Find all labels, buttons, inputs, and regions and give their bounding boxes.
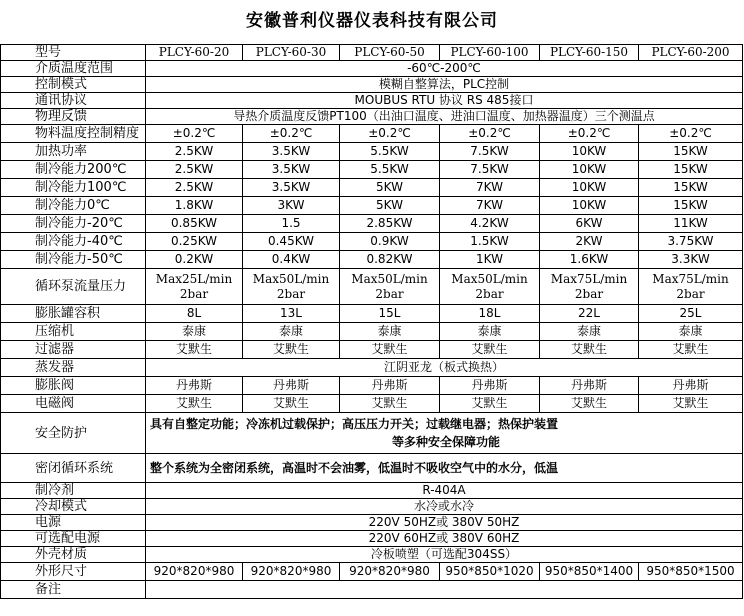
value-cell: 7KW — [440, 197, 540, 215]
table-row — [1, 305, 743, 323]
pump-flow: Max50L/min — [451, 271, 528, 286]
row-label: 过滤器 — [1, 341, 146, 359]
pump-cell — [146, 269, 243, 305]
table-row — [1, 77, 743, 93]
value-cell: 丹弗斯 — [146, 377, 243, 395]
table-row — [1, 251, 743, 269]
value-cell: 7.5KW — [440, 143, 540, 161]
value-cell: 11KW — [639, 215, 743, 233]
model-cell: PLCY-60-20 — [146, 45, 243, 61]
value-cell: 2.5KW — [146, 161, 243, 179]
row-label: 安全防护 — [1, 413, 146, 454]
table-row — [1, 483, 743, 499]
value-cell: 3.5KW — [243, 143, 340, 161]
pump-flow: Max75L/min — [652, 271, 729, 286]
value-cell: 丹弗斯 — [243, 377, 340, 395]
pump-pressure: 2bar — [375, 286, 404, 301]
value-cell: 1KW — [440, 251, 540, 269]
value-cell: 3.75KW — [639, 233, 743, 251]
value-cell: 艾默生 — [440, 341, 540, 359]
row-label: 加热功率 — [1, 143, 146, 161]
table-row — [1, 109, 743, 125]
pump-cell — [540, 269, 639, 305]
value-cell: 1.6KW — [540, 251, 639, 269]
row-value — [146, 581, 743, 599]
table-row — [1, 341, 743, 359]
row-label: 压缩机 — [1, 323, 146, 341]
value-cell: 0.85KW — [146, 215, 243, 233]
value-cell: 丹弗斯 — [440, 377, 540, 395]
pump-flow: Max50L/min — [252, 271, 330, 286]
value-cell: 艾默生 — [146, 395, 243, 413]
value-cell: 0.82KW — [340, 251, 440, 269]
value-cell: 5KW — [340, 197, 440, 215]
spec-table — [0, 44, 743, 599]
table-row — [1, 563, 743, 581]
value-cell: 950*850*1020 — [440, 563, 540, 581]
value-cell: 艾默生 — [340, 395, 440, 413]
value-cell: ±0.2℃ — [243, 125, 340, 143]
row-label: 制冷能力100℃ — [1, 179, 146, 197]
value-cell: ±0.2℃ — [440, 125, 540, 143]
row-label: 制冷剂 — [1, 483, 146, 499]
value-cell: 920*820*980 — [340, 563, 440, 581]
pump-pressure: 2bar — [179, 286, 209, 301]
value-cell: 艾默生 — [243, 395, 340, 413]
value-cell: 艾默生 — [639, 341, 743, 359]
value-cell: ±0.2℃ — [340, 125, 440, 143]
value-cell: 15KW — [639, 179, 743, 197]
table-row — [1, 531, 743, 547]
value-cell: 7KW — [440, 179, 540, 197]
table-row — [1, 323, 743, 341]
value-cell: ±0.2℃ — [639, 125, 743, 143]
value-cell: 15KW — [639, 197, 743, 215]
pump-flow: Max50L/min — [351, 271, 428, 286]
row-label: 循环泵流量压力 — [1, 269, 146, 305]
value-cell: 1.5KW — [440, 233, 540, 251]
model-cell: PLCY-60-200 — [639, 45, 743, 61]
value-cell: 0.25KW — [146, 233, 243, 251]
value-cell: 10KW — [540, 143, 639, 161]
value-cell: 0.9KW — [340, 233, 440, 251]
value-cell: 3KW — [243, 197, 340, 215]
table-row — [1, 359, 743, 377]
table-row — [1, 179, 743, 197]
table-row — [1, 233, 743, 251]
row-label: 外壳材质 — [1, 547, 146, 563]
row-label: 外形尺寸 — [1, 563, 146, 581]
value-cell: 5KW — [340, 179, 440, 197]
value-cell: 泰康 — [243, 323, 340, 341]
pump-pressure: 2bar — [676, 286, 705, 301]
header-label: 型号 — [1, 45, 146, 61]
value-cell: 艾默生 — [639, 395, 743, 413]
value-cell: 10KW — [540, 161, 639, 179]
pump-pressure: 2bar — [574, 286, 604, 301]
model-cell: PLCY-60-30 — [243, 45, 340, 61]
row-label: 冷却模式 — [1, 499, 146, 515]
pump-cell — [639, 269, 743, 305]
value-cell: 4.2KW — [440, 215, 540, 233]
row-label: 电磁阀 — [1, 395, 146, 413]
value-cell: 6KW — [540, 215, 639, 233]
pump-row — [1, 269, 743, 305]
table-row — [1, 581, 743, 599]
table-row — [1, 377, 743, 395]
table-row — [1, 161, 743, 179]
table-row — [1, 215, 743, 233]
value-cell: 15KW — [639, 161, 743, 179]
row-label: 制冷能力200℃ — [1, 161, 146, 179]
value-cell: 艾默生 — [540, 341, 639, 359]
row-label: 可选配电源 — [1, 531, 146, 547]
row-label: 控制模式 — [1, 77, 146, 93]
value-cell: 3.3KW — [639, 251, 743, 269]
row-value: 220V 50HZ或 380V 50HZ — [146, 515, 743, 531]
row-label: 制冷能力-20℃ — [1, 215, 146, 233]
value-cell: 艾默生 — [440, 395, 540, 413]
table-row — [1, 395, 743, 413]
value-cell: 15L — [340, 305, 440, 323]
row-label: 电源 — [1, 515, 146, 531]
sealed-row — [1, 454, 743, 483]
row-label: 制冷能力-40℃ — [1, 233, 146, 251]
value-cell: 泰康 — [540, 323, 639, 341]
row-label: 物理反馈 — [1, 109, 146, 125]
safety-line-2: 等多种安全保障功能 — [391, 435, 500, 449]
row-value: R-404A — [146, 483, 743, 499]
row-label: 制冷能力0℃ — [1, 197, 146, 215]
value-cell: 10KW — [540, 197, 639, 215]
pump-cell — [243, 269, 340, 305]
row-value: -60℃-200℃ — [146, 61, 743, 77]
row-label: 通讯协议 — [1, 93, 146, 109]
value-cell: 艾默生 — [340, 341, 440, 359]
value-cell: 3.5KW — [243, 179, 340, 197]
value-cell: 1.5 — [243, 215, 340, 233]
value-cell: 泰康 — [146, 323, 243, 341]
value-cell: 2.5KW — [146, 179, 243, 197]
row-value: 冷板喷塑（可选配304SS） — [146, 547, 743, 563]
table-row — [1, 125, 743, 143]
table-row — [1, 93, 743, 109]
value-cell: 10KW — [540, 179, 639, 197]
value-cell: 泰康 — [639, 323, 743, 341]
pump-cell — [340, 269, 440, 305]
value-cell: 0.2KW — [146, 251, 243, 269]
pump-pressure: 2bar — [475, 286, 504, 301]
model-cell: PLCY-60-50 — [340, 45, 440, 61]
value-cell: 2.85KW — [340, 215, 440, 233]
row-label: 物料温度控制精度 — [1, 125, 146, 143]
value-cell: ±0.2℃ — [540, 125, 639, 143]
value-cell: 18L — [440, 305, 540, 323]
table-row — [1, 499, 743, 515]
pump-flow: Max25L/min — [155, 271, 233, 286]
row-value: 模糊自整算法，PLC控制 — [146, 77, 743, 93]
value-cell: 2KW — [540, 233, 639, 251]
value-cell: ±0.2℃ — [146, 125, 243, 143]
value-cell: 5.5KW — [340, 161, 440, 179]
safety-value — [146, 413, 743, 454]
company-title: 安徽普利仪器仪表科技有限公司 — [246, 11, 498, 31]
value-cell: 25L — [639, 305, 743, 323]
pump-cell — [440, 269, 540, 305]
row-value: 江阴亚龙（板式换热） — [146, 359, 743, 377]
row-label: 介质温度范围 — [1, 61, 146, 77]
value-cell: 丹弗斯 — [639, 377, 743, 395]
value-cell: 0.4KW — [243, 251, 340, 269]
row-label: 膨胀阀 — [1, 377, 146, 395]
model-cell: PLCY-60-150 — [540, 45, 639, 61]
value-cell: 13L — [243, 305, 340, 323]
value-cell: 艾默生 — [243, 341, 340, 359]
table-row — [1, 515, 743, 531]
row-label: 制冷能力-50℃ — [1, 251, 146, 269]
value-cell: 950*850*1400 — [540, 563, 639, 581]
row-label: 膨胀罐容积 — [1, 305, 146, 323]
value-cell: 8L — [146, 305, 243, 323]
value-cell: 艾默生 — [146, 341, 243, 359]
table-row — [1, 547, 743, 563]
table-row — [1, 143, 743, 161]
pump-flow: Max75L/min — [550, 271, 628, 286]
safety-line-1: 具有自整定功能；冷冻机过载保护；高压压力开关；过载继电器；热保护装置 — [150, 417, 559, 431]
value-cell: 15KW — [639, 143, 743, 161]
table-row — [1, 61, 743, 77]
row-value: MOUBUS RTU 协议 RS 485接口 — [146, 93, 743, 109]
value-cell: 2.5KW — [146, 143, 243, 161]
row-value: 220V 60HZ或 380V 60HZ — [146, 531, 743, 547]
value-cell: 920*820*980 — [146, 563, 243, 581]
value-cell: 泰康 — [340, 323, 440, 341]
pump-pressure: 2bar — [276, 286, 306, 301]
value-cell: 22L — [540, 305, 639, 323]
row-value: 水冷或水冷 — [146, 499, 743, 515]
table-row — [1, 197, 743, 215]
value-cell: 950*850*1500 — [639, 563, 743, 581]
value-cell: 3.5KW — [243, 161, 340, 179]
value-cell: 艾默生 — [540, 395, 639, 413]
header-row — [1, 45, 743, 61]
row-label: 蒸发器 — [1, 359, 146, 377]
value-cell: 丹弗斯 — [340, 377, 440, 395]
row-label: 密闭循环系统 — [1, 454, 146, 483]
spec-table-body — [1, 45, 743, 599]
value-cell: 0.45KW — [243, 233, 340, 251]
row-label: 备注 — [1, 581, 146, 599]
value-cell: 920*820*980 — [243, 563, 340, 581]
value-cell: 7.5KW — [440, 161, 540, 179]
safety-row — [1, 413, 743, 454]
value-cell: 丹弗斯 — [540, 377, 639, 395]
sealed-value: 整个系统为全密闭系统，高温时不会油雾，低温时不吸收空气中的水分，低温 — [146, 454, 743, 483]
value-cell: 泰康 — [440, 323, 540, 341]
value-cell: 5.5KW — [340, 143, 440, 161]
model-cell: PLCY-60-100 — [440, 45, 540, 61]
value-cell: 1.8KW — [146, 197, 243, 215]
row-value: 导热介质温度反馈PT100（出油口温度、进油口温度、加热器温度）三个测温点 — [146, 109, 743, 125]
